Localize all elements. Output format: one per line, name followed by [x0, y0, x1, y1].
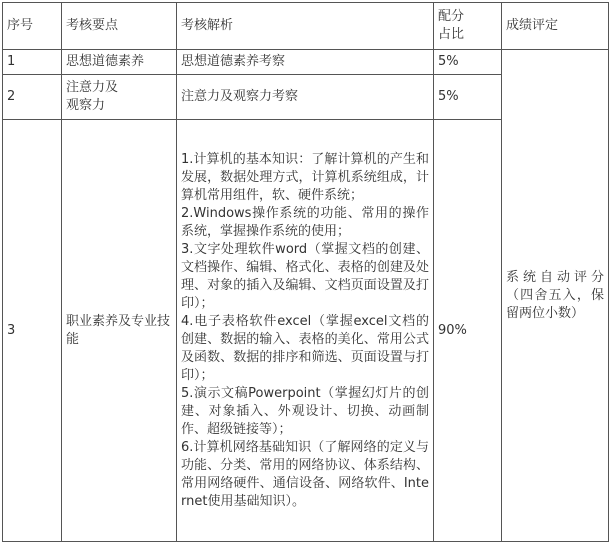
row-analysis: 注意力及观察力考察 [177, 75, 434, 120]
row-analysis: 思想道德素养考察 [177, 50, 434, 75]
header-score: 成绩评定 [502, 3, 609, 50]
row-no: 3 [3, 120, 62, 542]
header-no: 序号 [3, 3, 62, 50]
row-analysis: 1.计算机的基本知识：了解计算机的产生和发展，数据处理方式，计算机系统组成，计算机常用组件，软、硬件系统； 2.Windows操作系统的功能、常用的操作系统，掌握操作系统的使用； 3.文字处理软件word（掌握文档的创建、文档操作、编辑、格式化、表格的创建及处理、对象的插入及编辑、文档页面设置及打印）； 4.电子表格软件excel（掌握excel文档的创建、数据的输入、表格的美化、常用公式及函数、数据的排序和筛选、页面设置与打印）； 5.演示文稿Powerpoint（掌握幻灯片的创建、对象插入、外观设计、切换、动画制作、超级链接等）； 6.计算机网络基础知识（了解网络的定义与功能、分类、常用的网络协议、体系结构、常用网络硬件、通信设备、网络软件、Internet使用基础知识）。 [177, 120, 434, 542]
row-no: 2 [3, 75, 62, 120]
row-share: 90% [434, 120, 502, 542]
header-analysis: 考核解析 [177, 3, 434, 50]
row-no: 1 [3, 50, 62, 75]
row-share: 5% [434, 50, 502, 75]
header-point: 考核要点 [62, 3, 177, 50]
table-row [3, 50, 609, 75]
row-point: 注意力及 观察力 [62, 75, 177, 120]
header-share: 配分 占比 [434, 3, 502, 50]
header-row [3, 3, 609, 50]
row-share: 5% [434, 75, 502, 120]
score-rule: 系统自动评分（四舍五入，保留两位小数） [502, 50, 609, 542]
row-point: 思想道德素养 [62, 50, 177, 75]
row-point: 职业素养及专业技能 [62, 120, 177, 542]
assessment-table [2, 2, 609, 542]
